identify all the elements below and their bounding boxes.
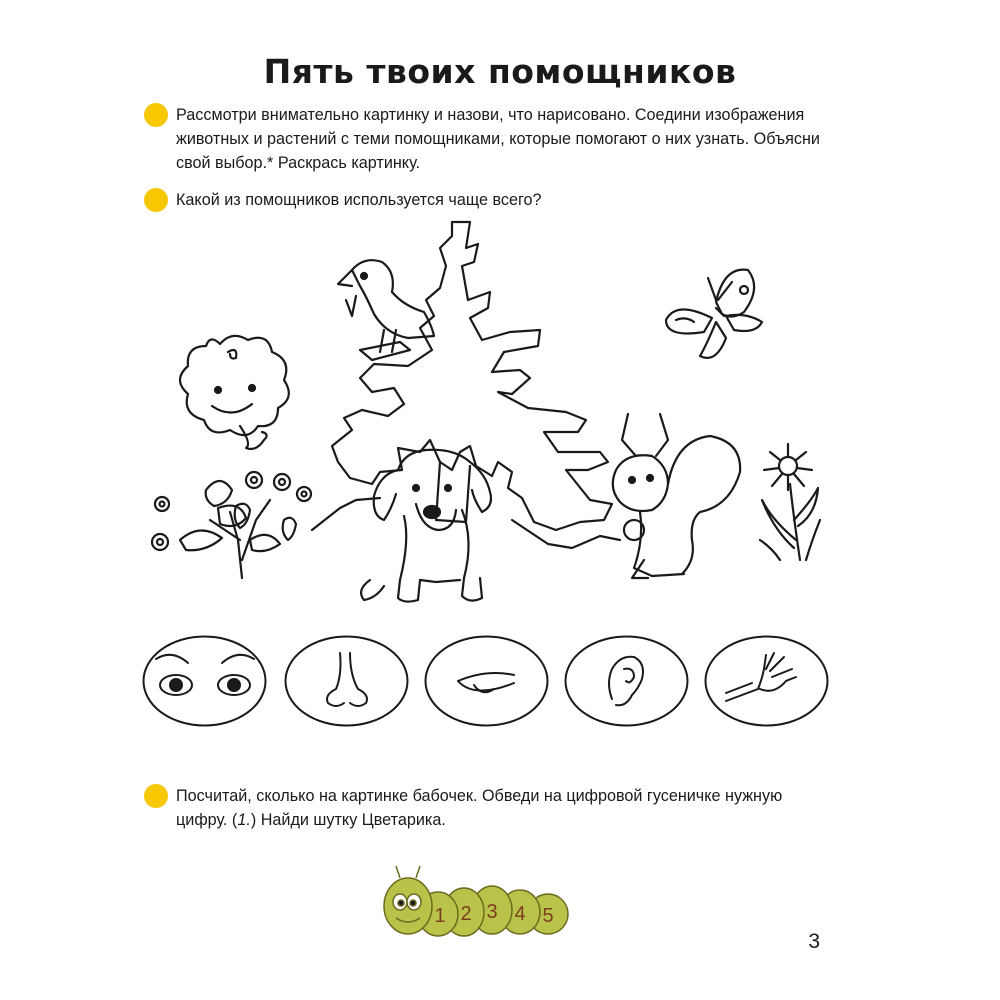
- ear-icon: [609, 657, 643, 706]
- helper-nose[interactable]: [284, 635, 409, 727]
- mouth-icon: [458, 673, 514, 692]
- strawberry-bush-icon: [152, 472, 311, 578]
- helper-eyes[interactable]: [142, 635, 267, 727]
- task-3: [144, 784, 834, 832]
- task-2-text: Какой из помощников используется чаще всего?: [176, 191, 542, 209]
- task-3-text: [176, 784, 834, 832]
- page-number: 3: [808, 930, 820, 953]
- task-3-text-a: Посчитай, сколько на картинке бабочек. Обведи на цифровой гусеничке нужную цифру. (: [176, 787, 783, 829]
- eyes-icon: [156, 655, 254, 695]
- crow-icon: [338, 260, 434, 360]
- caterpillar-icon: [384, 866, 568, 936]
- hand-icon: [726, 653, 796, 701]
- caterpillar-digit-5[interactable]: 5: [542, 905, 554, 927]
- caterpillar-digit-1[interactable]: 1: [434, 905, 446, 927]
- helper-mouth[interactable]: [424, 635, 549, 727]
- caterpillar-digit-2[interactable]: 2: [460, 903, 472, 925]
- caterpillar-digit-4[interactable]: 4: [514, 903, 526, 925]
- butterfly-icon: [666, 270, 762, 358]
- helper-hand[interactable]: [704, 635, 829, 727]
- caterpillar-digit-3[interactable]: 3: [486, 901, 498, 923]
- nose-icon: [327, 653, 367, 706]
- task-3-text-b: ) Найди шутку Цветарика.: [250, 811, 446, 829]
- flower-face-icon: [180, 336, 289, 449]
- fir-tree-icon: [312, 222, 620, 548]
- caterpillar-illustration: [378, 862, 578, 952]
- task-1-text: Рассмотри внимательно картинку и назови, что нарисовано. Соедини изображения животных и растений с теми помощниками, которые помогают о них узнать. Объясни свой выбор.* Раскрась картинку.: [176, 106, 820, 172]
- page-title: Пять твоих помощников: [263, 52, 737, 91]
- task-3-text-italic: 1.: [237, 811, 251, 829]
- daisy-icon: [760, 444, 820, 560]
- bullet-dot-icon: [144, 784, 168, 808]
- helper-ear[interactable]: [564, 635, 689, 727]
- squirrel-icon: [613, 414, 740, 578]
